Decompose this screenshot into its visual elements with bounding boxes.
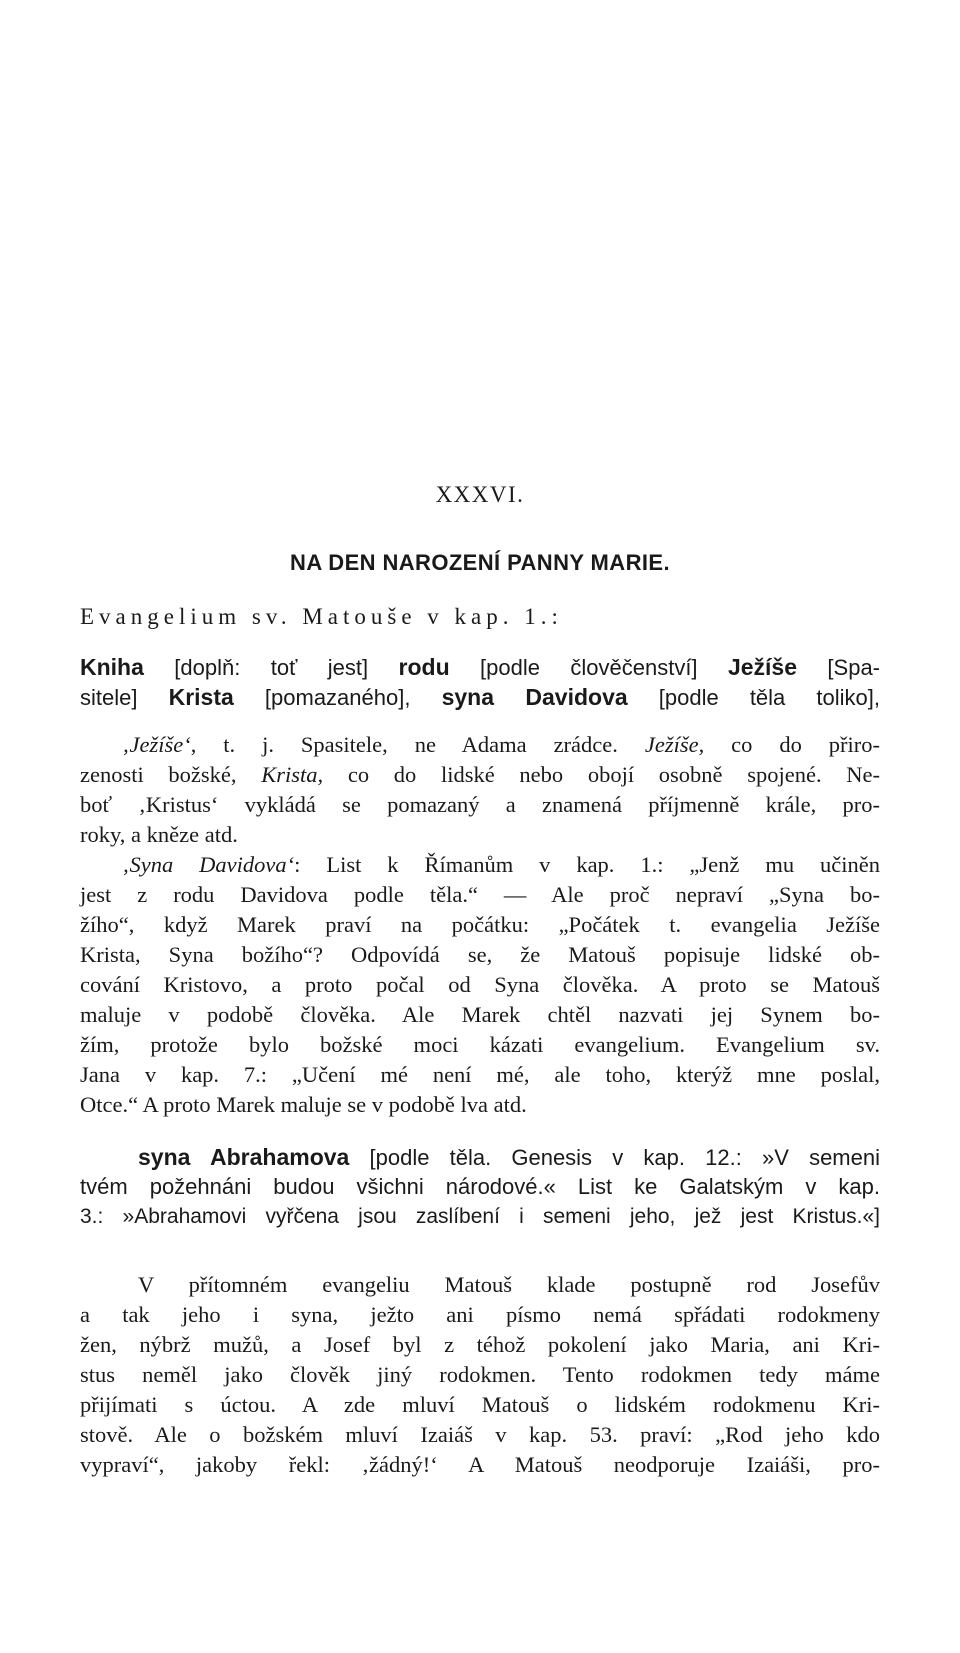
commentary-1-line-4: roky, a kněze atd.: [80, 822, 238, 847]
verse-2-line-2: tvém požehnáni budou všichni národové.« List ke Galatským v kap.: [80, 1174, 880, 1199]
commentary-text: zenosti božské,: [80, 762, 262, 787]
verse-word: syna Davidova: [441, 684, 628, 710]
verse-word: Krista: [168, 684, 234, 710]
commentary-2-line-7: vypraví“, jakoby řekl: ‚žádný!‘ A Matouš neodporuje Izaiáši, pro-: [80, 1452, 880, 1477]
verse-gloss: sitele]: [80, 685, 169, 710]
verse-gloss: [Spa-: [797, 655, 881, 680]
verse-word: syna Abrahamova: [138, 1144, 350, 1170]
commentary-italic: ‚Ježíše‘: [122, 732, 191, 757]
commentary-italic: ‚Syna Davidova‘: [122, 852, 295, 877]
commentary-text: co do lidské nebo obojí osobně spojené. Ne-: [323, 762, 880, 787]
commentary-1-line-3: boť ‚Kristus‘ vykládá se pomazaný a znamená příjmenně krále, pro-: [80, 792, 880, 817]
commentary-2-line-5: přijímati s úctou. A zde mluví Matouš o lidském rodokmenu Kri-: [80, 1392, 880, 1417]
commentary-1-line-8: Krista, Syna božího“? Odpovídá se, že Matouš popisuje lidské ob-: [80, 942, 880, 967]
commentary-1-line-5: [122, 850, 880, 880]
verse-gloss: [doplň: toť jest]: [143, 655, 399, 680]
verse-word: rodu: [398, 654, 450, 680]
commentary-2-line-3: žen, nýbrž mužů, a Josef byl z téhož pokolení jako Maria, ani Kri-: [80, 1332, 880, 1357]
verse-gloss: [pomazaného],: [233, 685, 442, 710]
commentary-1-line-6: jest z rodu Davidova podle těla.“ — Ale proč nepraví „Syna bo-: [80, 882, 880, 907]
commentary-2-line-6: stově. Ale o božském mluví Izaiáš v kap. 53. praví: „Rod jeho kdo: [80, 1422, 880, 1447]
commentary-2-line-4: stus neměl jako člověk jiný rodokmen. Tento rodokmen tedy máme: [80, 1362, 880, 1387]
commentary-1-line-9: cování Kristovo, a proto počal od Syna člověka. A proto se Matouš: [80, 972, 880, 997]
chapter-number: XXXVI.: [435, 482, 525, 507]
commentary-1-line-11: žím, protože bylo božské moci kázati evangelium. Evangelium sv.: [80, 1032, 880, 1057]
verse-gloss: [podle těla toliko],: [627, 685, 880, 710]
verse-word: Kniha: [80, 654, 144, 680]
commentary-italic: Krista,: [261, 762, 324, 787]
commentary-1-line-7: žího“, když Marek praví na počátku: „Počátek t. evangelia Ježíše: [80, 912, 880, 937]
verse-gloss: [podle člověčenství]: [449, 655, 728, 680]
commentary-text: co do přiro-: [704, 732, 880, 757]
commentary-1-line-1: [122, 730, 880, 760]
verse-gloss: [podle těla. Genesis v kap. 12.: »V semeni: [349, 1145, 880, 1170]
gospel-reference: Evangelium sv. Matouše v kap. 1.:: [80, 604, 563, 629]
verse-1-line-2: [80, 682, 880, 713]
verse-1-line-1: [80, 652, 880, 683]
verse-word: Ježíše: [727, 654, 798, 680]
commentary-1-line-12: Jana v kap. 7.: „Učení mé není mé, ale toho, kterýž mne poslal,: [80, 1062, 880, 1087]
commentary-1-line-10: maluje v podobě člověka. Ale Marek chtěl nazvati jej Synem bo-: [80, 1002, 880, 1027]
commentary-text: : List k Římanům v kap. 1.: „Jenž mu učiněn: [294, 852, 880, 877]
commentary-2-line-1: V přítomném evangeliu Matouš klade postupně rod Josefův: [138, 1272, 880, 1297]
commentary-1-line-13: Otce.“ A proto Marek maluje se v podobě lva atd.: [80, 1092, 527, 1117]
chapter-title: NA DEN NAROZENÍ PANNY MARIE.: [290, 550, 670, 575]
commentary-italic: Ježíše,: [644, 732, 705, 757]
commentary-1-line-2: [80, 760, 880, 790]
verse-2-line-3: 3.: »Abrahamovi vyřčena jsou zaslíbení i semeni jeho, jež jest Kristus.«]: [80, 1205, 880, 1228]
verse-2-line-1: [138, 1142, 880, 1173]
commentary-text: , t. j. Spasitele, ne Adama zrádce.: [190, 732, 645, 757]
commentary-2-line-2: a tak jeho i syna, ježto ani písmo nemá spřádati rodokmeny: [80, 1302, 880, 1327]
